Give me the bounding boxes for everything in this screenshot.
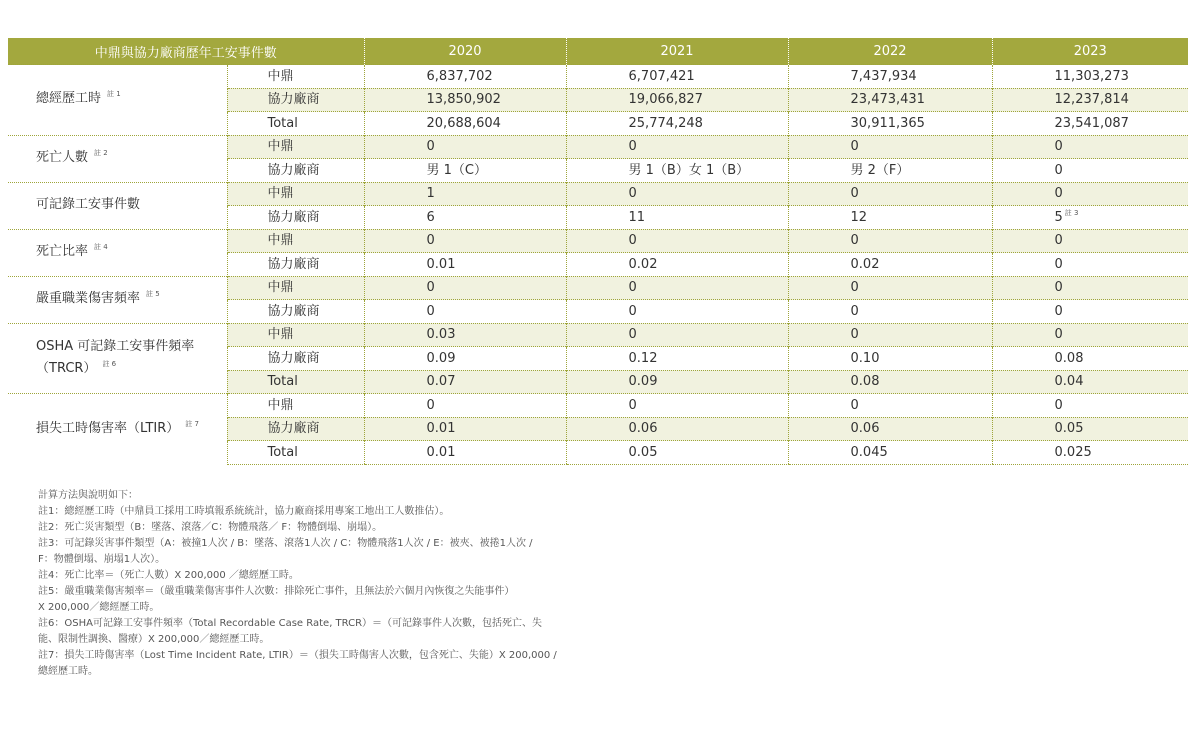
value-cell-2023 bbox=[992, 441, 1188, 465]
value-text: 25,774,248 bbox=[628, 115, 703, 131]
footnote-marker: 註 6 bbox=[102, 360, 117, 369]
value-cell-2022 bbox=[788, 394, 992, 418]
table-row bbox=[8, 182, 1188, 206]
note-line: X 200,000／總經歷工時。 bbox=[38, 602, 160, 613]
value-text: 0 bbox=[850, 303, 859, 319]
value-cell-2021 bbox=[566, 229, 788, 253]
value-text: 0 bbox=[1054, 139, 1063, 155]
value-cell-2023 bbox=[992, 323, 1188, 347]
value-text: 0 bbox=[426, 233, 435, 249]
sub-category: 協力廠商 bbox=[227, 159, 364, 183]
value-text: 0.12 bbox=[628, 350, 658, 366]
value-text: 0.045 bbox=[850, 444, 888, 460]
value-text: 0 bbox=[628, 233, 637, 249]
value-cell-2023 bbox=[992, 417, 1188, 441]
table-row bbox=[8, 394, 1188, 418]
value-cell-2023 bbox=[992, 65, 1188, 89]
value-cell-2023 bbox=[992, 276, 1188, 300]
metric-label-text: 可記錄工安事件數 bbox=[36, 197, 141, 213]
value-cell-2023 bbox=[992, 135, 1188, 159]
value-text: 12 bbox=[850, 209, 868, 225]
metric-label bbox=[8, 323, 227, 394]
value-text: 30,911,365 bbox=[850, 115, 925, 131]
value-cell-2023 bbox=[992, 300, 1188, 324]
footnote-marker: 註 7 bbox=[185, 419, 199, 428]
table-row bbox=[8, 229, 1188, 253]
note-line: 註1：總經歷工時（中鼎員工採用工時填報系統統計，協力廠商採用專案工地出工人數推估）。 bbox=[38, 506, 450, 517]
year-header-2022: 2022 bbox=[788, 38, 992, 65]
value-cell-2021 bbox=[566, 112, 788, 136]
value-cell-2020 bbox=[364, 88, 566, 112]
value-cell-2023 bbox=[992, 88, 1188, 112]
sub-category: 中鼎 bbox=[227, 276, 364, 300]
note-line: 總經歷工時。 bbox=[38, 666, 98, 677]
value-cell-2020 bbox=[364, 65, 566, 89]
value-cell-2021 bbox=[566, 370, 788, 394]
year-header-2020: 2020 bbox=[364, 38, 566, 65]
value-text: 0 bbox=[628, 303, 637, 319]
value-text: 1 bbox=[426, 186, 435, 202]
footnote-marker: 註 2 bbox=[94, 149, 108, 158]
value-cell-2022 bbox=[788, 135, 992, 159]
value-cell-2023 bbox=[992, 394, 1188, 418]
value-cell-2020 bbox=[364, 417, 566, 441]
value-cell-2021 bbox=[566, 441, 788, 465]
value-text: 0.05 bbox=[1054, 421, 1084, 437]
value-cell-2022 bbox=[788, 182, 992, 206]
value-text: 0.10 bbox=[850, 350, 880, 366]
metric-label bbox=[8, 276, 227, 323]
metric-label-text: 損失工時傷害率（LTIR） bbox=[36, 420, 180, 436]
value-text: 0.02 bbox=[850, 256, 880, 272]
value-cell-2020 bbox=[364, 182, 566, 206]
value-text: 0 bbox=[850, 397, 859, 413]
value-cell-2020 bbox=[364, 441, 566, 465]
value-text: 0 bbox=[1054, 256, 1063, 272]
sub-category: 協力廠商 bbox=[227, 253, 364, 277]
value-cell-2021 bbox=[566, 182, 788, 206]
value-text: 0 bbox=[1054, 280, 1063, 296]
value-text: 0 bbox=[426, 139, 435, 155]
metric-label-text: 總經歷工時 bbox=[36, 91, 102, 107]
value-text: 0.09 bbox=[426, 350, 456, 366]
value-cell-2022 bbox=[788, 229, 992, 253]
value-cell-2022 bbox=[788, 253, 992, 277]
value-cell-2020 bbox=[364, 206, 566, 230]
value-cell-2023 bbox=[992, 253, 1188, 277]
safety-statistics-table-container bbox=[8, 38, 1188, 465]
value-text: 0.06 bbox=[850, 421, 880, 437]
footnote-marker: 註 4 bbox=[94, 243, 108, 252]
value-cell-2023 bbox=[992, 206, 1188, 230]
value-text: 0 bbox=[426, 303, 435, 319]
sub-category: 協力廠商 bbox=[227, 206, 364, 230]
value-text: 0.08 bbox=[1054, 350, 1084, 366]
value-text: 19,066,827 bbox=[628, 92, 703, 108]
table-row bbox=[8, 135, 1188, 159]
metric-label bbox=[8, 394, 227, 465]
value-cell-2022 bbox=[788, 417, 992, 441]
value-text: 0 bbox=[1054, 186, 1063, 202]
sub-category: 中鼎 bbox=[227, 323, 364, 347]
value-cell-2022 bbox=[788, 300, 992, 324]
year-header-2023: 2023 bbox=[992, 38, 1188, 65]
metric-label-text: 死亡比率 bbox=[36, 244, 89, 260]
value-text: 男 1（B）女 1（B） bbox=[628, 162, 750, 178]
note-line: F：物體倒塌、崩塌1人次）。 bbox=[38, 554, 166, 565]
value-cell-2020 bbox=[364, 112, 566, 136]
sub-category: 中鼎 bbox=[227, 65, 364, 89]
value-text: 0.04 bbox=[1054, 374, 1084, 390]
value-cell-2023 bbox=[992, 229, 1188, 253]
value-cell-2021 bbox=[566, 88, 788, 112]
value-text: 0.01 bbox=[426, 421, 456, 437]
table-row bbox=[8, 276, 1188, 300]
safety-statistics-table bbox=[8, 38, 1188, 465]
note-line: 註5：嚴重職業傷害頻率＝（嚴重職業傷害事件人次數：排除死亡事件，且無法於六個月內恢復之失能事件） bbox=[38, 586, 515, 597]
sub-category: 中鼎 bbox=[227, 135, 364, 159]
value-text: 0.01 bbox=[426, 256, 456, 272]
value-text: 0.03 bbox=[426, 327, 456, 343]
value-cell-2021 bbox=[566, 253, 788, 277]
value-text: 0 bbox=[1054, 162, 1063, 178]
value-text: 0 bbox=[850, 186, 859, 202]
value-text: 0 bbox=[1054, 303, 1063, 319]
value-cell-2022 bbox=[788, 65, 992, 89]
value-cell-2021 bbox=[566, 65, 788, 89]
value-cell-2023 bbox=[992, 182, 1188, 206]
note-line: 註6：OSHA可記錄工安事件頻率（Total Recordable Case Rate, TRCR）＝（可記錄事件人次數，包括死亡、失 bbox=[38, 618, 543, 629]
value-text: 0 bbox=[628, 280, 637, 296]
value-text: 0.06 bbox=[628, 421, 658, 437]
value-cell-2020 bbox=[364, 347, 566, 371]
sub-category: 協力廠商 bbox=[227, 417, 364, 441]
footnote-marker: 註 1 bbox=[107, 90, 121, 99]
footnote-marker: 註 5 bbox=[146, 290, 160, 299]
value-text: 0 bbox=[1054, 233, 1063, 249]
value-text: 0.09 bbox=[628, 374, 658, 390]
value-text: 0.08 bbox=[850, 374, 880, 390]
metric-label-text-line2: （TRCR） bbox=[36, 361, 97, 377]
value-cell-2020 bbox=[364, 300, 566, 324]
value-cell-2021 bbox=[566, 276, 788, 300]
value-text: 20,688,604 bbox=[426, 115, 501, 131]
value-text: 6,837,702 bbox=[426, 68, 493, 84]
value-cell-2021 bbox=[566, 323, 788, 347]
value-text: 0 bbox=[628, 186, 637, 202]
sub-category: Total bbox=[227, 112, 364, 136]
value-cell-2020 bbox=[364, 159, 566, 183]
sub-category: 中鼎 bbox=[227, 394, 364, 418]
value-text: 0 bbox=[850, 233, 859, 249]
metric-label-text: 嚴重職業傷害頻率 bbox=[36, 291, 141, 307]
table-row bbox=[8, 65, 1188, 89]
table-body bbox=[8, 65, 1188, 465]
value-cell-2022 bbox=[788, 347, 992, 371]
value-cell-2020 bbox=[364, 323, 566, 347]
sub-category: 中鼎 bbox=[227, 182, 364, 206]
value-text: 0 bbox=[628, 327, 637, 343]
value-text: 7,437,934 bbox=[850, 68, 917, 84]
metric-label-text: OSHA 可記錄工安事件頻率 bbox=[36, 338, 195, 354]
value-cell-2020 bbox=[364, 370, 566, 394]
value-text: 男 1（C） bbox=[426, 162, 487, 178]
sub-category: Total bbox=[227, 370, 364, 394]
metric-label bbox=[8, 135, 227, 182]
value-text: 0 bbox=[426, 280, 435, 296]
metric-label bbox=[8, 182, 227, 229]
metric-label bbox=[8, 65, 227, 136]
value-cell-2023 bbox=[992, 159, 1188, 183]
value-text: 0.01 bbox=[426, 444, 456, 460]
value-text: 12,237,814 bbox=[1054, 92, 1129, 108]
value-text: 11 bbox=[628, 209, 646, 225]
value-cell-2022 bbox=[788, 370, 992, 394]
value-text: 0 bbox=[850, 327, 859, 343]
value-cell-2023 bbox=[992, 370, 1188, 394]
value-text: 23,541,087 bbox=[1054, 115, 1129, 131]
table-header-row bbox=[8, 38, 1188, 65]
calculation-notes bbox=[38, 488, 568, 680]
value-cell-2021 bbox=[566, 159, 788, 183]
value-text: 0 bbox=[850, 280, 859, 296]
value-cell-2022 bbox=[788, 159, 992, 183]
value-text: 5 bbox=[1054, 210, 1063, 226]
value-text: 6 bbox=[426, 209, 435, 225]
value-text: 0.05 bbox=[628, 444, 658, 460]
value-text: 0 bbox=[628, 397, 637, 413]
value-cell-2021 bbox=[566, 394, 788, 418]
value-cell-2021 bbox=[566, 347, 788, 371]
value-text: 11,303,273 bbox=[1054, 68, 1129, 84]
value-cell-2022 bbox=[788, 441, 992, 465]
value-cell-2022 bbox=[788, 88, 992, 112]
sub-category: Total bbox=[227, 441, 364, 465]
value-text: 0.02 bbox=[628, 256, 658, 272]
value-text: 0 bbox=[1054, 397, 1063, 413]
sub-category: 協力廠商 bbox=[227, 300, 364, 324]
value-cell-2022 bbox=[788, 323, 992, 347]
metric-label-text: 死亡人數 bbox=[36, 150, 89, 166]
value-cell-2020 bbox=[364, 394, 566, 418]
value-text: 13,850,902 bbox=[426, 92, 501, 108]
value-cell-2023 bbox=[992, 347, 1188, 371]
footnote-marker: 註 3 bbox=[1064, 209, 1079, 218]
note-line: 能、限制性調換、醫療）X 200,000／總經歷工時。 bbox=[38, 634, 270, 645]
value-cell-2021 bbox=[566, 300, 788, 324]
note-line: 註4：死亡比率＝（死亡人數）X 200,000 ／總經歷工時。 bbox=[38, 570, 299, 581]
value-text: 0.025 bbox=[1054, 444, 1092, 460]
value-cell-2022 bbox=[788, 276, 992, 300]
value-text: 0 bbox=[628, 139, 637, 155]
sub-category: 中鼎 bbox=[227, 229, 364, 253]
value-cell-2021 bbox=[566, 206, 788, 230]
value-text: 0.07 bbox=[426, 374, 456, 390]
note-line: 註7：損失工時傷害率（Lost Time Incident Rate, LTIR）＝（損失工時傷害人次數，包含死亡、失能）X 200,000 / bbox=[38, 650, 557, 661]
value-cell-2023 bbox=[992, 112, 1188, 136]
note-line: 註3：可記錄災害事件類型（A：被撞1人次 / B：墜落、滾落1人次 / C：物體飛落1人次 / E：被夾、被捲1人次 / bbox=[38, 538, 533, 549]
value-text: 0 bbox=[850, 139, 859, 155]
value-cell-2020 bbox=[364, 229, 566, 253]
value-text: 男 2（F） bbox=[850, 162, 910, 178]
note-line: 註2：死亡災害類型（B：墜落、滾落／C：物體飛落／ F：物體倒塌、崩塌）。 bbox=[38, 522, 383, 533]
table-row bbox=[8, 323, 1188, 347]
value-cell-2020 bbox=[364, 135, 566, 159]
value-cell-2022 bbox=[788, 206, 992, 230]
value-text: 6,707,421 bbox=[628, 68, 695, 84]
year-header-2021: 2021 bbox=[566, 38, 788, 65]
sub-category: 協力廠商 bbox=[227, 88, 364, 112]
value-cell-2020 bbox=[364, 276, 566, 300]
value-cell-2021 bbox=[566, 135, 788, 159]
value-cell-2021 bbox=[566, 417, 788, 441]
value-cell-2020 bbox=[364, 253, 566, 277]
value-text: 23,473,431 bbox=[850, 92, 925, 108]
value-cell-2022 bbox=[788, 112, 992, 136]
table-title: 中鼎與協力廠商歷年工安事件數 bbox=[8, 38, 364, 65]
value-text: 0 bbox=[1054, 327, 1063, 343]
metric-label bbox=[8, 229, 227, 276]
note-line: 計算方法與說明如下： bbox=[38, 490, 138, 501]
sub-category: 協力廠商 bbox=[227, 347, 364, 371]
value-text: 0 bbox=[426, 397, 435, 413]
